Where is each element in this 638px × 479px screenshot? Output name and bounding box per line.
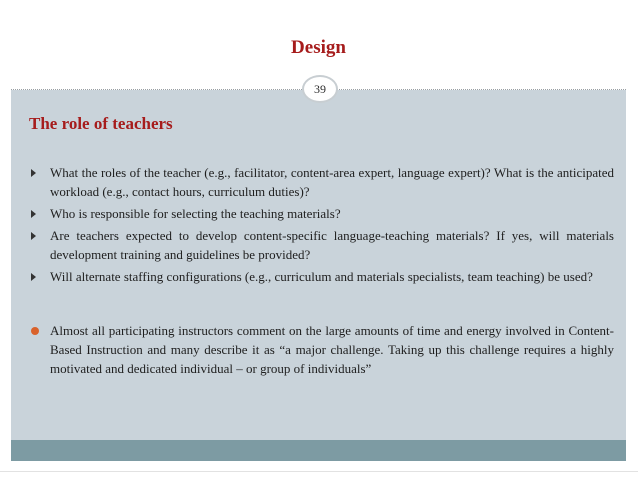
bullet-text: Who is responsible for selecting the teaching materials? (50, 206, 341, 221)
bottom-divider (0, 471, 638, 472)
slide-body (11, 90, 626, 440)
slide-subtitle: The role of teachers (29, 114, 173, 133)
list-item (29, 204, 614, 223)
dot-bullet-list (29, 321, 614, 378)
bullet-text: Almost all participating instructors comment on the large amounts of time and energy involved in Content-Based Instruction and many describe it as “a major challenge. Taking up this challenge requires a highly motivated and dedicated individual – or group of individuals” (50, 323, 614, 376)
list-item (29, 267, 614, 286)
triangle-right-icon (31, 169, 36, 177)
page-number-badge: 39 (302, 75, 338, 103)
triangle-right-icon (31, 273, 36, 281)
list-item (29, 163, 614, 201)
arrow-bullet-list (29, 163, 614, 289)
triangle-right-icon (31, 210, 36, 218)
bullet-text: Will alternate staffing configurations (e.g., curriculum and materials specialists, team teaching) be used? (50, 269, 593, 284)
list-item (29, 226, 614, 264)
bullet-text: Are teachers expected to develop content-specific language-teaching materials? If yes, will materials development training and guidelines be provided? (50, 228, 614, 262)
bullet-text: What the roles of the teacher (e.g., facilitator, content-area expert, language expert)? What is the anticipated workload (e.g., contact hours, curriculum duties)? (50, 165, 614, 199)
filled-circle-icon (31, 327, 39, 335)
footer-bar (11, 440, 626, 461)
triangle-right-icon (31, 232, 36, 240)
list-item (29, 321, 614, 378)
slide-title: Design (291, 37, 346, 58)
